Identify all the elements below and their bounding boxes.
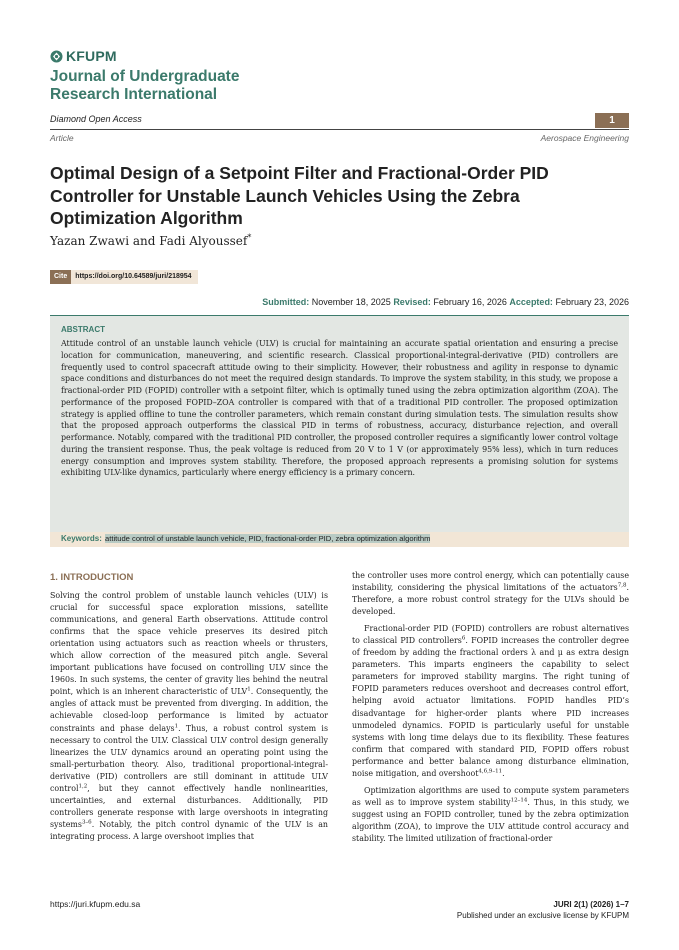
citation-ref[interactable]: 1,2 (78, 783, 88, 790)
text-run: Fractional-order PID (FOPID) controllers are robust alternatives to classical PID controllers (352, 624, 629, 646)
logo-text: KFUPM (66, 48, 117, 64)
text-run: . Therefore, a more robust control strategy for the ULVs should be developed. (352, 583, 629, 617)
text-run: . Thus, in this study, we suggest using an FOPID controller, tuned by the zebra optimization algorithm (ZOA), to improve the ULV attitude control accuracy and stability. The limited utilization of fractional-order (352, 797, 629, 843)
text-run: . Notably, the pitch control dynamic of the ULV is an integrating process. A large overshoot implies that (50, 819, 328, 841)
abstract-box (50, 315, 629, 532)
text-run: Solving the control problem of unstable launch vehicles (ULV) is crucial for successful space exploration missions, satellite communications, and general Earth observations. Attitude control confirms that the space vehicle preserves its desired pitch orientation using actuators such as reaction wheels or thrusters, which allow correction of the measured pitch angle. Several important publications have focused on controlling ULV since the 1960s. In such systems, the center of gravity lies behind the neutral point, which is an inherent characteristic of ULV (50, 591, 328, 697)
revised-label: Revised: (393, 297, 431, 307)
text-run: . Thus, a robust control system is necessary to control the ULV. Classical ULV control design generally linearizes the ULV dynamics around an operating point using the small-perturbation theory. Also, traditional proportional-integral-derivative (PID) controllers are still dominant in attitude ULV control (50, 723, 329, 793)
access-bar (50, 113, 629, 130)
article-field: Aerospace Engineering (540, 133, 629, 143)
footer-citation-line (457, 899, 629, 910)
submitted-date: November 18, 2025 (311, 297, 391, 307)
accepted-date: February 23, 2026 (555, 297, 629, 307)
access-label: Diamond Open Access (50, 114, 142, 124)
keywords-heading: Keywords: (61, 534, 102, 543)
footer-journal-link[interactable]: https://juri.kfupm.edu.sa (50, 899, 141, 909)
journal-title-line-2: Research International (50, 86, 218, 103)
article-type: Article (50, 133, 74, 143)
cite-box[interactable] (50, 270, 198, 284)
abstract-text: Attitude control of an unstable launch vehicle (ULV) is crucial for maintaining an accurate spatial orientation and ensuring a precise location for communication, maneuvering, and scientific research. Classical proportional-integral-derivative (PID) controllers are frequently used to control spacecraft attitude owing to their simplicity. However, their robustness and agility in response to dynamic space conditions and disturbances do not meet the required design standards. To improve the system stability, in this study, we propose a fractional-order PID (FOPID) controller with a setpoint filter, which is optimally tuned using the zebra optimization algorithm (ZOA). The performance of the proposed FOPID–ZOA controller is compared with that of a traditional PID controller. The proposed optimization strategy is applied offline to tune the controller parameters, which remain constant during simulation tests. The simulation results show that the proposed approach outperforms the classical PID in terms of robustness, accuracy, disturbance rejection, and overall performance. Notably, compared with the traditional PID controller, the proposed controller requires a significantly lower control voltage during the transient response. Thus, the peak voltage is reduced from 20 V to 1 V (or approximately 95% less), which in turn reduces energy consumption and improves system stability. Therefore, the proposed approach represents a promising solution for systems exhibiting ULV-like dynamics, particularly where energy efficiency is a primary concern. (61, 339, 618, 478)
citation-ref[interactable]: 12–14 (510, 797, 528, 804)
issue-badge: 1 (595, 113, 629, 128)
journal-logo (50, 48, 117, 64)
intro-paragraph-1-cont (352, 570, 629, 618)
citation-ref[interactable]: 7,8 (617, 582, 627, 589)
citation-ref[interactable]: 1 (174, 722, 179, 729)
citation-ref[interactable]: 4,6,9–11 (478, 768, 503, 775)
body-column-left (50, 590, 328, 848)
text-run: , but they cannot effectively handle nonlinearities, uncertainties, and external disturbances. Additionally, PID controllers generate response with large overshoots in integrating systems (50, 783, 328, 829)
cite-label: Cite (50, 270, 71, 284)
kfupm-logo-icon (50, 50, 63, 63)
text-run: . FOPID increases the controller degree of freedom by adding the fractional orders λ and μ as extra design parameters. This imparts engineers the capability to select parameters for improved stability margins. The right tuning of FOPID parameters reduces overshoot and decreases control effort, helping avoid actuator limitations. FOPID handles PID’s disadvantage for higher-order plants where PID increases unmodeled dynamics. FOPID is particularly useful for unstable systems with long time delays due to its flexibility. These features confirm that compared with standard PID, FOPID offers robust performance and better balance among disturbance elimination, noise mitigation, and overshoot (352, 636, 629, 778)
revised-date: February 16, 2026 (433, 297, 507, 307)
intro-paragraph-1 (50, 590, 328, 843)
citation-ref[interactable]: 6 (461, 635, 466, 642)
journal-title-line-1: Journal of Undergraduate (50, 68, 240, 85)
keywords-text: attitude control of unstable launch vehicle, PID, fractional-order PID, zebra optimization algorithm (105, 534, 431, 543)
article-meta-row (50, 133, 629, 145)
publication-dates (262, 297, 629, 307)
footer-citation (457, 899, 629, 921)
text-run: . (502, 768, 505, 778)
doi-link[interactable]: https://doi.org/10.64589/juri/218954 (71, 270, 197, 284)
citation-ref[interactable]: 1 (247, 686, 251, 693)
keywords-box (50, 532, 629, 547)
text-run: . Consequently, the angles of attack must be prevented from diverging. In addition, the achievable closed-loop performance is limited by actuator constraints and phase delays (50, 687, 328, 733)
text-run: Optimization algorithms are used to compute system parameters as well as to improve system stability (352, 785, 629, 807)
footer-license: Published under an exclusive license by KFUPM (456, 911, 629, 920)
author-list (50, 233, 251, 248)
article-title: Optimal Design of a Setpoint Filter and Fractional-Order PID Controller for Unstable Launch Vehicles Using the Zebra Optimization Algorithm (50, 163, 549, 228)
corresponding-author-mark: * (247, 233, 252, 242)
abstract-heading: ABSTRACT (61, 325, 105, 334)
journal-title (50, 68, 350, 104)
authors: Yazan Zwawi and Fadi Alyoussef (50, 234, 248, 248)
intro-paragraph-3 (352, 785, 629, 845)
footer-citation-text: JURI 2(1) (2026) 1–7 (553, 900, 629, 909)
body-column-right (352, 570, 629, 850)
accepted-label: Accepted: (509, 297, 553, 307)
section-heading: 1. INTRODUCTION (50, 572, 134, 583)
submitted-label: Submitted: (262, 297, 310, 307)
intro-paragraph-2 (352, 623, 629, 780)
citation-ref[interactable]: 3–6 (81, 819, 92, 826)
text-run: the controller uses more control energy, which can potentially cause instability, considering the physical limitations of the actuators (352, 571, 629, 593)
